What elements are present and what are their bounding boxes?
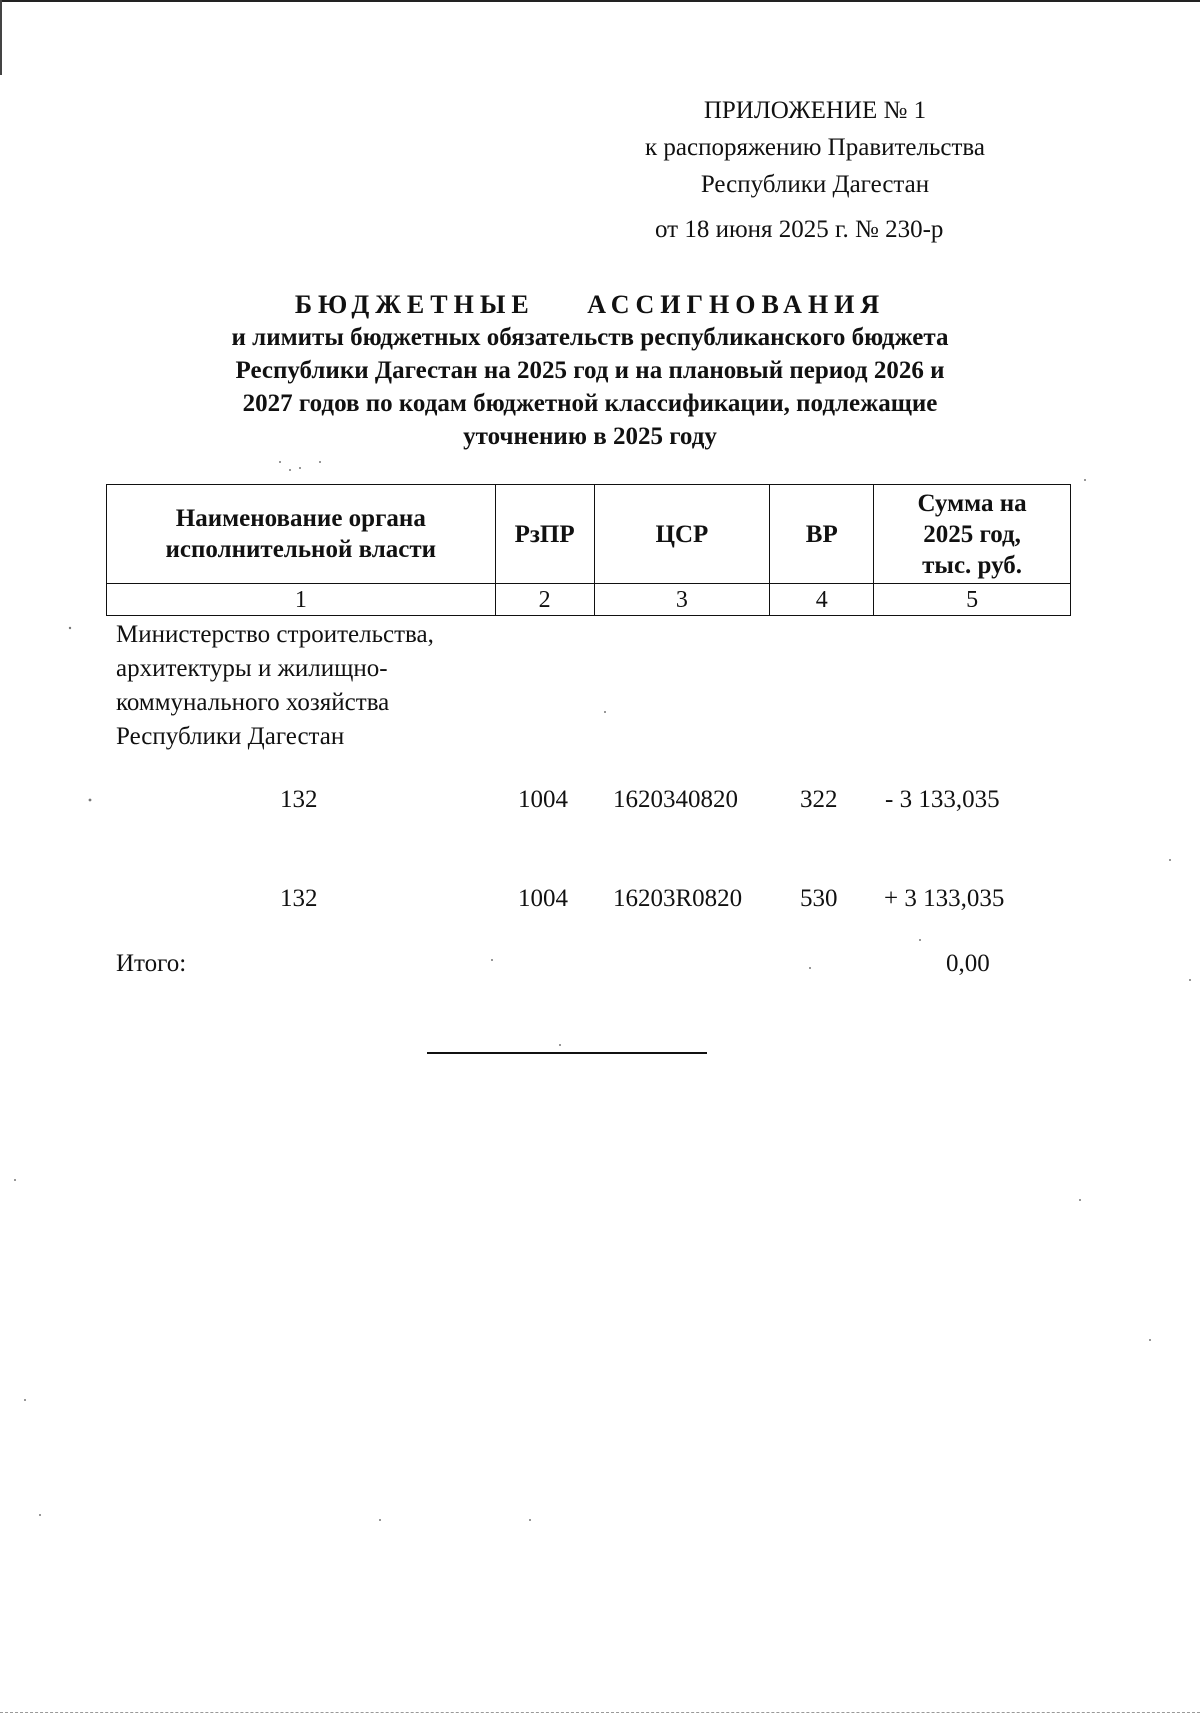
title-line-4: уточнению в 2025 году — [463, 423, 717, 450]
organization-line: Республики Дагестан — [116, 723, 345, 750]
scan-edge-bottom — [0, 1712, 1200, 1714]
row-vr: 530 — [800, 885, 838, 912]
total-label: Итого: — [116, 950, 187, 977]
column-number: 3 — [594, 584, 770, 616]
row-csr: 16203R0820 — [613, 885, 743, 912]
row-code: 132 — [280, 885, 318, 912]
header-csr: ЦСР — [594, 485, 770, 584]
organization-line: архитектуры и жилищно- — [116, 655, 388, 682]
row-code: 132 — [280, 786, 318, 813]
organization-line: коммунального хозяйства — [116, 689, 390, 716]
header-rzpr: РзПР — [495, 485, 594, 584]
total-value: 0,00 — [946, 950, 990, 977]
header-sum-line-2: 2025 год, — [923, 520, 1021, 548]
title-line-3: 2027 годов по кодам бюджетной классификации, подлежащие — [242, 390, 938, 417]
header-org-line-2: исполнительной власти — [165, 536, 437, 563]
title-main: БЮДЖЕТНЫЕ АССИГНОВАНИЯ — [294, 290, 886, 319]
appendix-republic: Республики Дагестан — [700, 171, 930, 198]
appendix-date: от 18 июня 2025 г. № 230-р — [655, 216, 944, 243]
appendix-order-ref: к распоряжению Правительства — [644, 134, 985, 161]
header-sum-line-3: тыс. руб. — [922, 551, 1023, 579]
row-rzpr: 1004 — [518, 885, 568, 912]
column-number: 4 — [770, 584, 874, 616]
row-sum: + 3 133,035 — [884, 885, 1005, 912]
column-number: 2 — [495, 584, 594, 616]
column-number: 1 — [107, 584, 496, 616]
row-sum: - 3 133,035 — [885, 786, 1000, 813]
appendix-number: ПРИЛОЖЕНИЕ № 1 — [703, 97, 927, 124]
header-org-line-1: Наименование органа — [175, 505, 426, 532]
title-line-1: и лимиты бюджетных обязательств республиканского бюджета — [231, 324, 949, 351]
organization-line: Министерство строительства, — [116, 621, 434, 648]
row-rzpr: 1004 — [518, 786, 568, 813]
header-sum-line-1: Сумма на — [917, 489, 1027, 517]
row-vr: 322 — [800, 786, 838, 813]
title-line-2: Республики Дагестан на 2025 год и на плановый период 2026 и — [235, 357, 945, 384]
row-csr: 1620340820 — [613, 786, 738, 813]
column-number: 5 — [874, 584, 1071, 616]
header-vr: ВР — [770, 485, 874, 584]
